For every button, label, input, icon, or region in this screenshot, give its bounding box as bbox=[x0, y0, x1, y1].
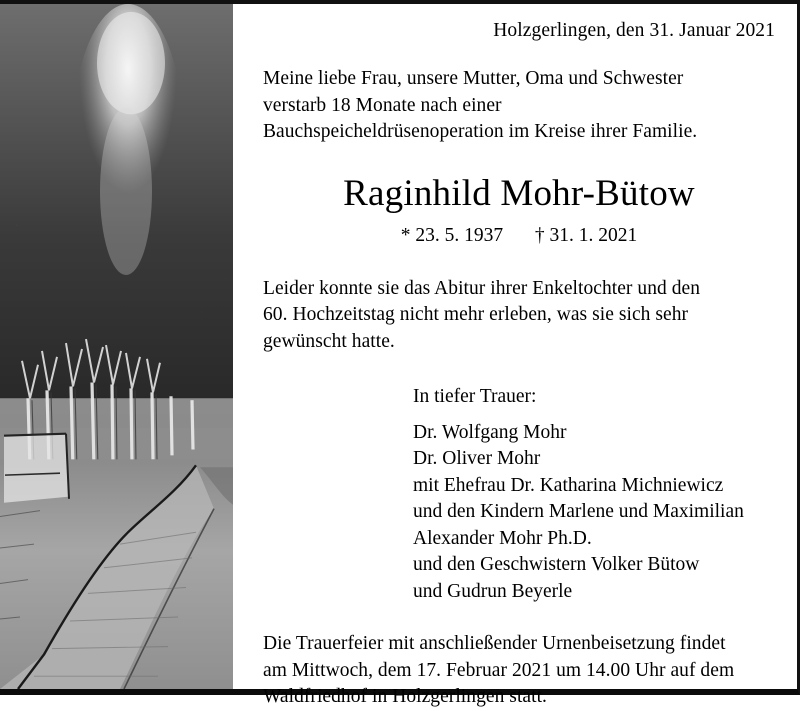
life-dates bbox=[263, 223, 775, 249]
intro-line-2: verstarb 18 Monate nach einer bbox=[263, 94, 502, 116]
mourners-list bbox=[413, 420, 775, 606]
obituary-text-column bbox=[263, 4, 775, 707]
middle-line-2: 60. Hochzeitstag nicht mehr erleben, was sie sich sehr bbox=[263, 304, 689, 325]
intro-paragraph bbox=[263, 66, 775, 146]
mourner-item: und den Kindern Marlene und Maximilian bbox=[413, 501, 744, 522]
forest-path-illustration bbox=[0, 4, 233, 689]
middle-paragraph bbox=[263, 276, 775, 356]
service-paragraph bbox=[263, 631, 775, 711]
death-date: 31. 1. 2021 bbox=[549, 224, 638, 246]
mourners-block bbox=[413, 384, 775, 605]
mourner-item: mit Ehefrau Dr. Katharina Michniewicz bbox=[413, 474, 724, 496]
mourner-item: und Gudrun Beyerle bbox=[413, 580, 573, 602]
mourners-heading: In tiefer Trauer: bbox=[413, 386, 537, 407]
death-symbol: † bbox=[534, 224, 545, 246]
dateline: Holzgerlingen, den 31. Januar 2021 bbox=[493, 20, 775, 41]
mourner-item: Dr. Oliver Mohr bbox=[413, 448, 541, 469]
service-line-2: am Mittwoch, dem 17. Februar 2021 um 14.00 Uhr auf dem bbox=[263, 659, 735, 681]
middle-line-1: Leider konnte sie das Abitur ihrer Enkeltochter und den bbox=[263, 277, 701, 299]
birth-date: 23. 5. 1937 bbox=[415, 224, 504, 246]
mourner-item: und den Geschwistern Volker Bütow bbox=[413, 554, 700, 575]
intro-line-3: Bauchspeicheldrüsenoperation im Kreise ihrer Familie. bbox=[263, 121, 698, 142]
mourner-item: Dr. Wolfgang Mohr bbox=[413, 421, 567, 443]
middle-line-3: gewünscht hatte. bbox=[263, 330, 395, 352]
forest-path-engraving-svg bbox=[0, 4, 233, 689]
intro-line-1: Meine liebe Frau, unsere Mutter, Oma und Schwester bbox=[263, 68, 684, 89]
service-line-3: Waldfriedhof in Holzgerlingen statt. bbox=[263, 686, 547, 707]
deceased-name-block bbox=[263, 172, 775, 249]
service-line-1: Die Trauerfeier mit anschließender Urnenbeisetzung findet bbox=[263, 633, 726, 654]
birth-symbol: * bbox=[400, 224, 411, 246]
mourner-item: Alexander Mohr Ph.D. bbox=[413, 527, 592, 549]
deceased-name: Raginhild Mohr-Bütow bbox=[343, 172, 695, 214]
